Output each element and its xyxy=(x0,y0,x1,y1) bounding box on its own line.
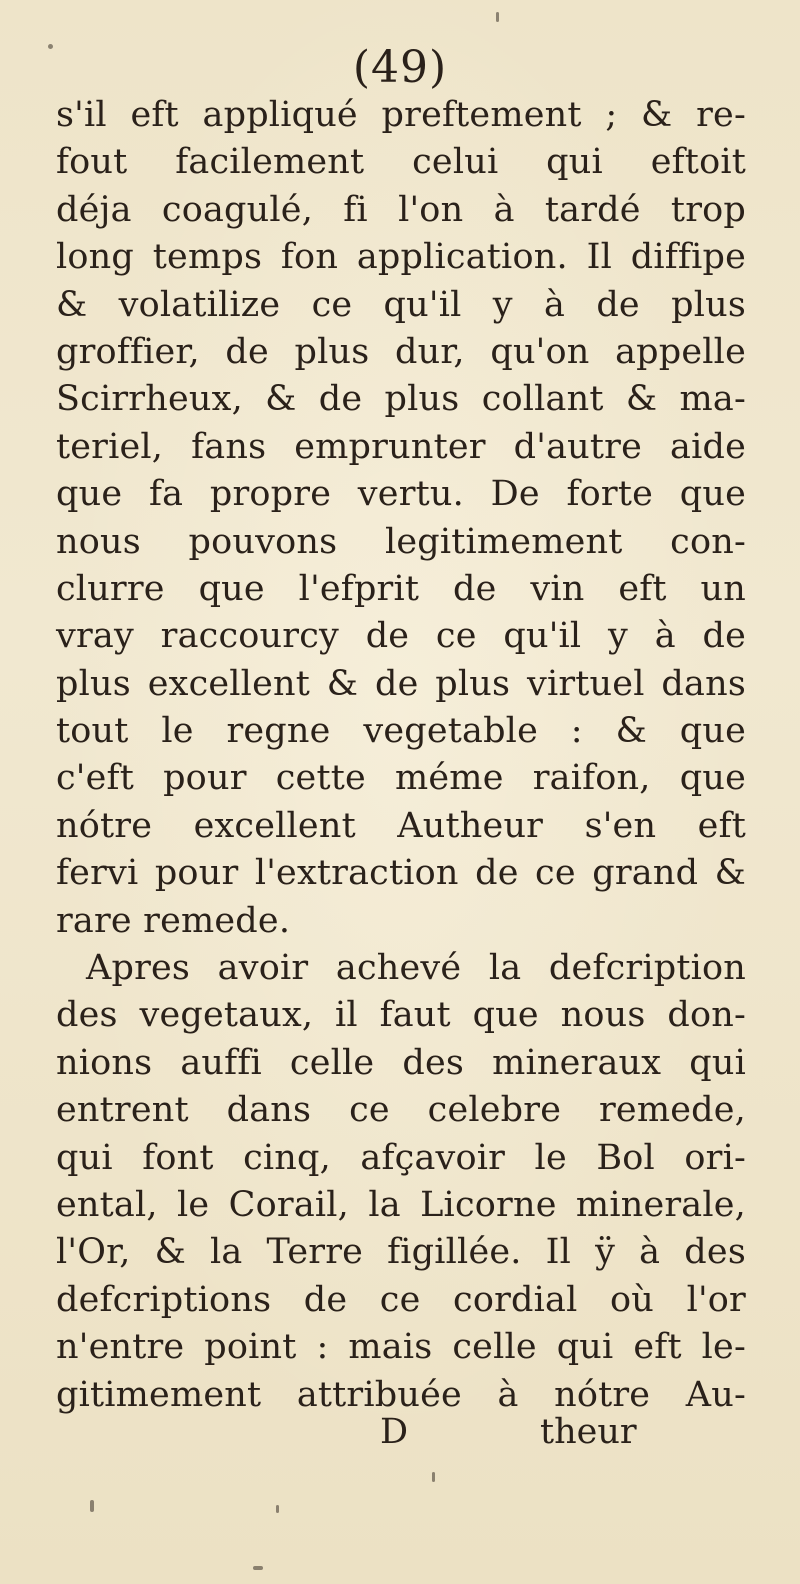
text-line: qui font cinq, afçavoir le Bol ori- xyxy=(56,1137,746,1178)
paragraph-start-line: Apres avoir achevé la defcription xyxy=(86,948,746,989)
page-footer xyxy=(0,1408,800,1456)
text-line: nions auffi celle des mineraux qui xyxy=(56,1042,746,1083)
page-number: (49) xyxy=(352,42,448,93)
text-line: vray raccourcy de ce qu'il y à de xyxy=(56,616,746,657)
text-line: ental, le Corail, la Licorne minerale, xyxy=(56,1184,746,1225)
text-line: s'il eft appliqué preftement ; & re- xyxy=(56,95,746,135)
text-line: fervi pour l'extraction de ce grand & xyxy=(56,853,746,894)
text-line: n'entre point : mais celle qui eft le- xyxy=(56,1327,746,1368)
text-line: que fa propre vertu. De forte que xyxy=(56,474,746,515)
text-line: & volatilize ce qu'il y à de plus xyxy=(56,284,746,325)
ink-speck xyxy=(432,1472,435,1482)
text-line: déja coagulé, fi l'on à tardé trop xyxy=(56,189,746,230)
signature-mark: D xyxy=(380,1412,409,1452)
text-line: groffier, de plus dur, qu'on appelle xyxy=(56,331,746,372)
ink-speck xyxy=(496,12,499,22)
text-line: des vegetaux, il faut que nous don- xyxy=(56,995,746,1036)
ink-speck xyxy=(253,1566,263,1570)
text-line: fout facilement celui qui eftoit xyxy=(56,142,746,183)
ink-speck xyxy=(48,44,53,49)
text-line: c'eft pour cette méme raifon, que xyxy=(56,758,746,799)
text-line: entrent dans ce celebre remede, xyxy=(56,1090,746,1131)
text-line: l'Or, & la Terre figillée. Il ÿ à des xyxy=(56,1232,746,1273)
text-line: teriel, fans emprunter d'autre aide xyxy=(56,426,746,467)
text-line: defcriptions de ce cordial où l'or xyxy=(56,1279,746,1320)
text-line: nótre excellent Autheur s'en eft xyxy=(56,805,746,846)
text-line: gitimement attribuée à nótre Au- xyxy=(56,1374,746,1415)
text-line: clurre que l'efprit de vin eft un xyxy=(56,568,746,609)
text-line: nous pouvons legitimement con- xyxy=(56,521,746,562)
text-line: long temps fon application. Il diffipe xyxy=(56,237,746,278)
text-line: Scirrheux, & de plus collant & ma- xyxy=(56,379,746,420)
ink-speck xyxy=(90,1500,94,1512)
body-text xyxy=(56,92,746,1419)
text-line: plus excellent & de plus virtuel dans xyxy=(56,663,746,704)
ink-speck xyxy=(276,1505,279,1513)
paragraph-end-line: rare remede. xyxy=(56,900,291,941)
catchword: theur xyxy=(540,1412,637,1452)
text-line: tout le regne vegetable : & que xyxy=(56,711,746,752)
